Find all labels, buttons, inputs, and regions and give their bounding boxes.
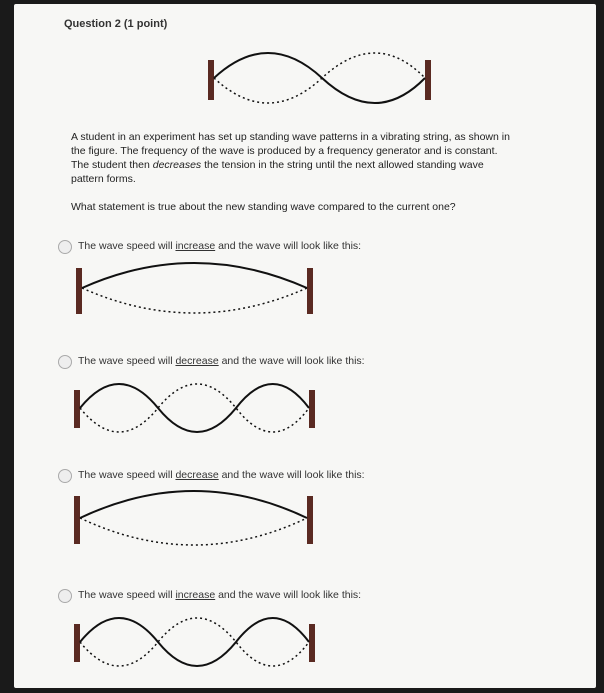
wave-dotted (80, 618, 309, 666)
question-line-4: pattern forms. (71, 173, 136, 185)
right-post (307, 268, 313, 314)
emphasis-decreases: decreases (152, 159, 202, 171)
question-prompt: What statement is true about the new standing wave compared to the current one? (71, 201, 456, 213)
right-post (309, 624, 315, 662)
question-page (14, 4, 596, 688)
question-line-1: A student in an experiment has set up standing wave patterns in a vibrating string, as shown in (71, 131, 510, 143)
option-3-radio[interactable] (58, 469, 72, 483)
option-2-radio[interactable] (58, 355, 72, 369)
right-post (307, 496, 313, 544)
left-post (74, 390, 80, 428)
option-4-radio[interactable] (58, 589, 72, 603)
wave-dotted (82, 288, 307, 313)
right-post (309, 390, 315, 428)
option-1-radio[interactable] (58, 240, 72, 254)
question-header: Question 2 (1 point) (64, 18, 168, 30)
option-1-wave-figure (74, 258, 319, 328)
reference-wave-figure (204, 48, 439, 110)
wave-dotted (80, 384, 309, 432)
option-1-label[interactable]: The wave speed will increase and the wave will look like this: (78, 240, 362, 252)
option-4-label[interactable]: The wave speed will increase and the wave will look like this: (78, 589, 362, 601)
left-post (74, 624, 80, 662)
question-line-2: the figure. The frequency of the wave is produced by a frequency generator and is constant. (71, 145, 498, 157)
wave-dotted (214, 53, 425, 103)
left-post (74, 496, 80, 544)
option-3-label[interactable]: The wave speed will decrease and the wave will look like this: (78, 469, 365, 481)
option-2-wave-figure (72, 370, 317, 446)
option-2-label[interactable]: The wave speed will decrease and the wave will look like this: (78, 355, 365, 367)
left-post (208, 60, 214, 100)
wave-dotted (80, 518, 307, 545)
question-line-3: The student then decreases the tension in the string until the next allowed standing wave (71, 159, 484, 171)
wave-solid (80, 491, 307, 518)
option-4-wave-figure (72, 604, 317, 680)
option-3-wave-figure (72, 486, 317, 556)
wave-solid (80, 384, 309, 432)
wave-solid (80, 618, 309, 666)
question-text (71, 130, 591, 186)
wave-solid (82, 263, 307, 288)
right-post (425, 60, 431, 100)
left-post (76, 268, 82, 314)
wave-solid (214, 53, 425, 103)
